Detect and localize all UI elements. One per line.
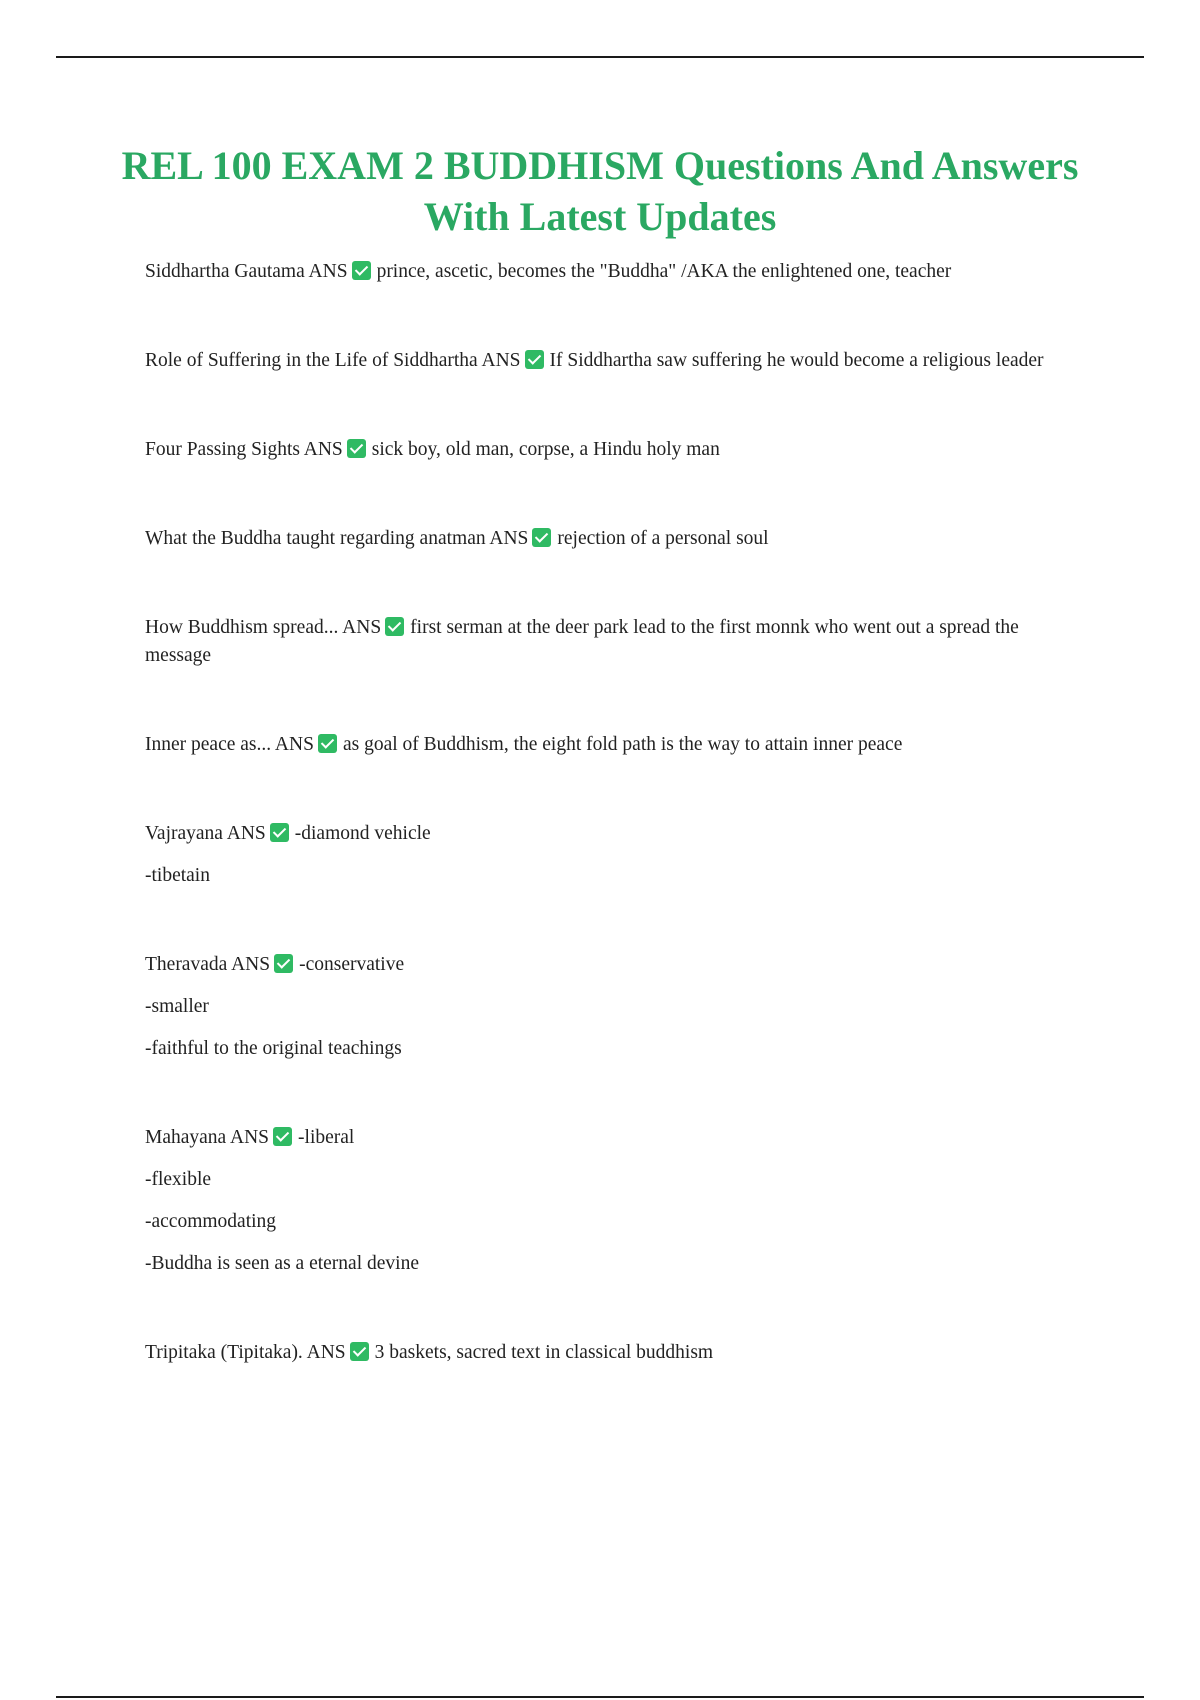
answer-text: 3 baskets, sacred text in classical buddhism bbox=[374, 1342, 714, 1363]
qa-line bbox=[145, 820, 1075, 848]
qa-item bbox=[145, 731, 1075, 759]
bottom-rule bbox=[56, 1696, 1144, 1698]
qa-line bbox=[145, 258, 1075, 286]
qa-item bbox=[145, 1339, 1075, 1367]
check-box-icon bbox=[274, 954, 293, 973]
qa-line bbox=[145, 347, 1075, 375]
answer-text: -diamond vehicle bbox=[294, 823, 431, 844]
qa-line bbox=[145, 1124, 1075, 1152]
qa-line bbox=[145, 525, 1075, 553]
question-text: What the Buddha taught regarding anatman ANS bbox=[145, 528, 529, 549]
answer-text: -conservative bbox=[299, 954, 405, 975]
document-title: REL 100 EXAM 2 BUDDHISM Questions And Answers With Latest Updates bbox=[121, 143, 1079, 239]
question-text: Vajrayana ANS bbox=[145, 823, 266, 844]
question-text: Role of Suffering in the Life of Siddhartha ANS bbox=[145, 350, 521, 371]
qa-line bbox=[145, 614, 1075, 670]
qa-item bbox=[145, 525, 1075, 553]
check-box-icon bbox=[525, 350, 544, 369]
answer-extra-line: -Buddha is seen as a eternal devine bbox=[145, 1253, 419, 1274]
answer-extra-line: -accommodating bbox=[145, 1211, 277, 1232]
qa-line bbox=[145, 436, 1075, 464]
check-box-icon bbox=[347, 439, 366, 458]
check-box-icon bbox=[350, 1342, 369, 1361]
question-text: Siddhartha Gautama ANS bbox=[145, 261, 348, 282]
qa-list bbox=[145, 258, 1075, 1428]
answer-text: sick boy, old man, corpse, a Hindu holy man bbox=[371, 439, 720, 460]
qa-line bbox=[145, 1339, 1075, 1367]
check-box-icon bbox=[532, 528, 551, 547]
question-text: How Buddhism spread... ANS bbox=[145, 617, 382, 638]
answer-extra-line: -flexible bbox=[145, 1169, 212, 1190]
qa-item bbox=[145, 1124, 1075, 1278]
qa-item bbox=[145, 258, 1075, 286]
check-box-icon bbox=[273, 1127, 292, 1146]
answer-text: first serman at the deer park lead to the first monnk who went out a spread the message bbox=[145, 617, 1019, 666]
question-text: Inner peace as... ANS bbox=[145, 734, 314, 755]
qa-line bbox=[145, 731, 1075, 759]
answer-text: rejection of a personal soul bbox=[557, 528, 769, 549]
answer-text: prince, ascetic, becomes the "Buddha" /AKA the enlightened one, teacher bbox=[376, 261, 952, 282]
check-box-icon bbox=[385, 617, 404, 636]
answer-extra-line: -smaller bbox=[145, 996, 209, 1017]
qa-item bbox=[145, 614, 1075, 670]
answer-text: -liberal bbox=[298, 1127, 355, 1148]
qa-item bbox=[145, 951, 1075, 1063]
answer-extra-line: -tibetain bbox=[145, 865, 210, 886]
answer-extra-line: -faithful to the original teachings bbox=[145, 1038, 402, 1059]
top-rule bbox=[56, 56, 1144, 58]
qa-item bbox=[145, 820, 1075, 890]
question-text: Mahayana ANS bbox=[145, 1127, 270, 1148]
check-box-icon bbox=[270, 823, 289, 842]
qa-item bbox=[145, 347, 1075, 375]
answer-text: If Siddhartha saw suffering he would become a religious leader bbox=[549, 350, 1044, 371]
check-box-icon bbox=[318, 734, 337, 753]
answer-text: as goal of Buddhism, the eight fold path is the way to attain inner peace bbox=[342, 734, 903, 755]
qa-line bbox=[145, 951, 1075, 979]
question-text: Theravada ANS bbox=[145, 954, 271, 975]
question-text: Tripitaka (Tipitaka). ANS bbox=[145, 1342, 346, 1363]
check-box-icon bbox=[352, 261, 371, 280]
question-text: Four Passing Sights ANS bbox=[145, 439, 343, 460]
qa-item bbox=[145, 436, 1075, 464]
